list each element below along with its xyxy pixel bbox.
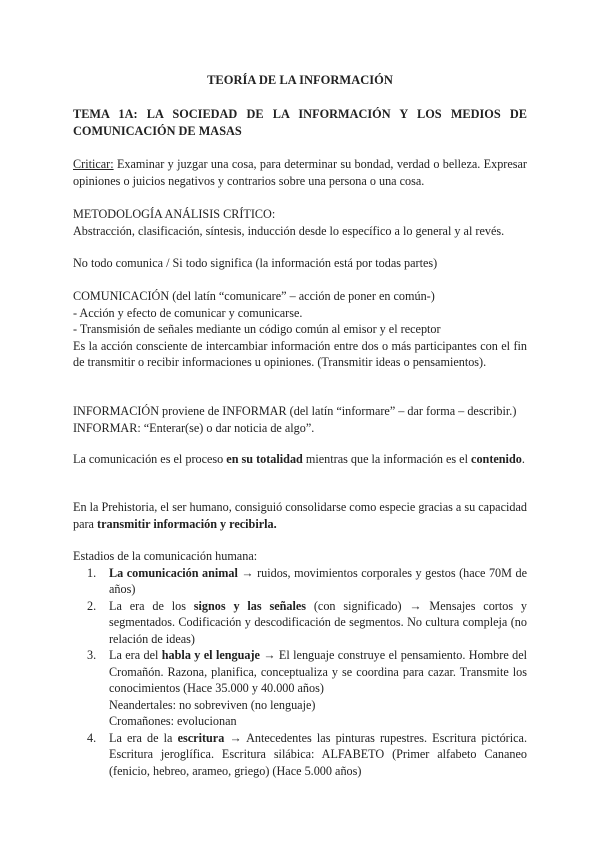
proceso-bold-contenido: contenido bbox=[471, 452, 522, 466]
list-item-number: 1. bbox=[87, 565, 97, 580]
comunicacion-line-2: - Transmisión de señales mediante un código común al emisor y el receptor bbox=[73, 322, 441, 336]
tema-heading: TEMA 1A: LA SOCIEDAD DE LA INFORMACIÓN Y LOS MEDIOS DE COMUNICACIÓN DE MASAS bbox=[73, 107, 527, 138]
prehistoria-paragraph bbox=[73, 499, 527, 532]
prehistoria-text: En la Prehistoria, el ser humano, consiguió consolidarse como especie gracias a su capacidad para bbox=[73, 500, 527, 531]
list-item bbox=[73, 730, 527, 780]
list-item-text: (con significado) → Mensajes cortos y segmentados. Codificación y descodificación de segmentos. No cultura compleja (no relación de ideas) bbox=[109, 598, 527, 646]
criticar-paragraph bbox=[73, 156, 527, 189]
comunicacion-line-1: - Acción y efecto de comunicar y comunicarse. bbox=[73, 305, 303, 320]
list-item-number: 3. bbox=[87, 648, 97, 662]
no-todo-paragraph: No todo comunica / Si todo significa (la información está por todas partes) bbox=[73, 256, 438, 270]
comunicacion-title: COMUNICACIÓN (del latín “comunicare” – acción de poner en común-) bbox=[73, 289, 435, 303]
list-item-extra: Neandertales: no sobreviven (no lenguaje) bbox=[109, 697, 316, 712]
estadios-title: Estadios de la comunicación humana: bbox=[73, 549, 258, 563]
informacion-line-2: INFORMAR: “Enterar(se) o dar noticia de algo”. bbox=[73, 420, 315, 435]
metodologia-title: METODOLOGÍA ANÁLISIS CRÍTICO: bbox=[73, 207, 276, 221]
list-item-number: 2. bbox=[87, 598, 97, 613]
informacion-section bbox=[73, 403, 527, 436]
list-item bbox=[73, 598, 527, 648]
informacion-line-1: INFORMACIÓN proviene de INFORMAR (del latín “informare” – dar forma – describir.) bbox=[73, 404, 517, 418]
list-item bbox=[73, 647, 527, 730]
estadios-list bbox=[73, 565, 527, 780]
prehistoria-bold: transmitir información y recibirla. bbox=[97, 516, 277, 531]
estadios-section bbox=[73, 548, 527, 779]
list-item-number: 4. bbox=[87, 730, 97, 745]
list-item-bold: habla y el lenguaje bbox=[161, 648, 260, 662]
comunicacion-line-3: Es la acción consciente de intercambiar información entre dos o más participantes con el fin de transmitir o recibir informaciones u opiniones. (Transmitir ideas o pensamientos). bbox=[73, 338, 527, 369]
metodologia-section bbox=[73, 206, 527, 239]
proceso-paragraph bbox=[73, 451, 527, 468]
criticar-term: Criticar: bbox=[73, 157, 114, 171]
list-item-text: → ruidos, movimientos corporales y gestos (hace 70M de años) bbox=[109, 565, 527, 596]
proceso-text-e: . bbox=[521, 452, 525, 466]
list-item-text: La era de los bbox=[109, 598, 194, 613]
document-title: TEORÍA DE LA INFORMACIÓN bbox=[207, 73, 393, 87]
metodologia-text: Abstracción, clasificación, síntesis, inducción desde lo específico a lo general y al revés. bbox=[73, 223, 505, 238]
list-item-extra: Cromañones: evolucionan bbox=[109, 714, 237, 728]
list-item-text: La era de la bbox=[109, 730, 178, 745]
list-item bbox=[73, 565, 527, 598]
proceso-text-c: mientras que la información es el bbox=[302, 452, 472, 466]
list-item-bold: escritura bbox=[177, 730, 225, 745]
criticar-definition: Examinar y juzgar una cosa, para determinar su bondad, verdad o belleza. Expresar opiniones o juicios negativos y contrarios sobre una persona o una cosa. bbox=[73, 157, 527, 188]
comunicacion-section bbox=[73, 288, 527, 371]
list-item-text: La era del bbox=[109, 648, 162, 662]
list-item-text: → Antecedentes las pinturas rupestres. Escritura pictórica. Escritura jeroglífica. Escritura silábica: ALFABETO (Primer alfabeto Cananeo (fenicio, hebreo, arameo, griego) (Hace 5.000 años) bbox=[109, 730, 527, 778]
list-item-text: → El lenguaje construye el pensamiento. Hombre del Cromañón. Razona, planifica, conceptualiza y se coordina para cazar. Transmite los conocimientos (Hace 35.000 y 40.000 años) bbox=[109, 648, 527, 695]
proceso-bold-totalidad: en su totalidad bbox=[226, 452, 303, 466]
list-item-bold: La comunicación animal bbox=[109, 565, 238, 580]
proceso-text-a: La comunicación es el proceso bbox=[73, 452, 227, 466]
list-item-bold: signos y las señales bbox=[193, 598, 307, 613]
